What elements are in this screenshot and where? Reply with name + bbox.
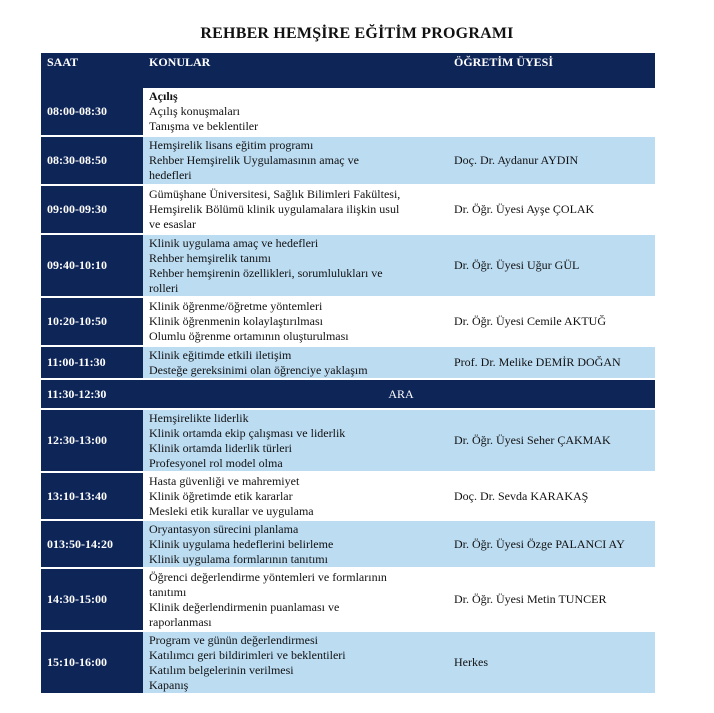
topic-line: ve esaslar (149, 217, 196, 231)
topic-line: hedefleri (149, 168, 192, 182)
time-cell: 08:00-08:30 (41, 88, 143, 136)
time-cell: 09:40-10:10 (41, 234, 143, 297)
topic-line: Klinik değerlendirmenin puanlaması ve (149, 599, 340, 614)
page-title: REHBER HEMŞİRE EĞİTİM PROGRAMI (200, 25, 514, 42)
table-row (41, 185, 655, 234)
time-cell: 13:10-13:40 (41, 472, 143, 520)
topic-line: Klinik uygulama hedeflerini belirleme (149, 536, 334, 551)
topic-line: Klinik öğrenmenin kolaylaştırılması (149, 314, 323, 328)
topics-cell (143, 520, 448, 568)
instructor-cell: Doç. Dr. Aydanur AYDIN (448, 136, 655, 185)
topic-line: Hasta güvenliği ve mahremiyet (149, 473, 300, 488)
topic-line: Rehber Hemşirelik Uygulamasının amaç ve (149, 153, 359, 167)
time-cell: 11:00-11:30 (41, 346, 143, 379)
instructor-cell (448, 88, 655, 136)
time-cell: 15:10-16:00 (41, 631, 143, 694)
instructor-cell: Dr. Öğr. Üyesi Cemile AKTUĞ (448, 297, 655, 346)
topic-line: Klinik öğrenme/öğretme yöntemleri (149, 299, 323, 313)
table-row (41, 297, 655, 346)
instructor-cell: Dr. Öğr. Üyesi Ayşe ÇOLAK (448, 185, 655, 234)
topic-line: Rehber hemşirenin özellikleri, sorumlulukları ve (149, 265, 383, 280)
topics-cell (143, 568, 448, 631)
instructor-cell: Dr. Öğr. Üyesi Uğur GÜL (448, 234, 655, 297)
time-cell: 08:30-08:50 (41, 136, 143, 185)
topics-cell (143, 234, 448, 297)
topics-cell (143, 297, 448, 346)
topic-line: Rehber hemşirelik tanımı (149, 250, 271, 265)
topic-line: Program ve günün değerlendirmesi (149, 632, 318, 647)
topic-line: Öğrenci değerlendirme yöntemleri ve formlarının (149, 569, 387, 584)
table-row (41, 472, 655, 520)
topic-line: Hemşirelik lisans eğitim programı (149, 138, 314, 152)
table-row (41, 568, 655, 631)
topic-heading: Açılış (149, 89, 178, 103)
topic-line: Klinik ortamda liderlik türleri (149, 440, 292, 455)
topic-line: Profesyonel rol model olma (149, 455, 283, 470)
table-row (41, 346, 655, 379)
topic-line: Kapanış (149, 677, 189, 692)
topics-cell (143, 409, 448, 472)
topic-line: Gümüşhane Üniversitesi, Sağlık Bilimleri Fakültesi, (149, 187, 401, 201)
table-row (41, 379, 655, 409)
table-body (41, 88, 655, 694)
topic-line: rolleri (149, 280, 179, 295)
instructor-cell: Dr. Öğr. Üyesi Metin TUNCER (448, 568, 655, 631)
topic-line: Katılımcı geri bildirimleri ve beklentileri (149, 647, 346, 662)
instructor-cell: Dr. Öğr. Üyesi Özge PALANCI AY (448, 520, 655, 568)
table-row (41, 88, 655, 136)
topics-cell (143, 185, 448, 234)
instructor-cell: Doç. Dr. Sevda KARAKAŞ (448, 472, 655, 520)
program-table (41, 53, 655, 695)
topic-line: raporlanması (149, 614, 212, 629)
header-row (41, 53, 655, 88)
table-row (41, 136, 655, 185)
topic-line: Mesleki etik kurallar ve uygulama (149, 503, 314, 518)
time-cell: 11:30-12:30 (41, 379, 143, 409)
topic-line: Tanışma ve beklentiler (149, 119, 259, 133)
time-cell: 013:50-14:20 (41, 520, 143, 568)
table-row (41, 234, 655, 297)
topic-line: Desteğe gereksinimi olan öğrenciye yaklaşım (149, 362, 368, 377)
table-row (41, 409, 655, 472)
topic-line: Hemşirelik Bölümü klinik uygulamalara ilişkin usul (149, 202, 400, 216)
header-instructor: ÖĞRETİM ÜYESİ (448, 53, 655, 88)
topic-line: Hemşirelikte liderlik (149, 410, 249, 425)
topic-line: Katılım belgelerinin verilmesi (149, 662, 294, 677)
topic-line: Klinik eğitimde etkili iletişim (149, 347, 292, 362)
topics-cell (143, 346, 448, 379)
table-row (41, 631, 655, 694)
topics-cell (143, 136, 448, 185)
topic-line: Klinik uygulama amaç ve hedefleri (149, 235, 319, 250)
topic-line: Açılış konuşmaları (149, 104, 240, 118)
topic-line: Oryantasyon sürecini planlama (149, 521, 299, 536)
topics-cell (143, 631, 448, 694)
time-cell: 12:30-13:00 (41, 409, 143, 472)
header-topics: KONULAR (143, 53, 448, 88)
topics-cell (143, 472, 448, 520)
header-time: SAAT (41, 53, 143, 88)
instructor-cell: Dr. Öğr. Üyesi Seher ÇAKMAK (448, 409, 655, 472)
topic-line: tanıtımı (149, 584, 187, 599)
time-cell: 10:20-10:50 (41, 297, 143, 346)
time-cell: 14:30-15:00 (41, 568, 143, 631)
topic-line: Klinik uygulama formlarının tanıtımı (149, 551, 328, 566)
topic-line: Olumlu öğrenme ortamının oluşturulması (149, 329, 349, 343)
topic-line: Klinik öğretimde etik kararlar (149, 488, 293, 503)
time-cell: 09:00-09:30 (41, 185, 143, 234)
topics-cell (143, 88, 448, 136)
break-cell: ARA (143, 379, 655, 409)
instructor-cell: Herkes (448, 631, 655, 694)
topic-line: Klinik ortamda ekip çalışması ve liderlik (149, 425, 346, 440)
instructor-cell: Prof. Dr. Melike DEMİR DOĞAN (448, 346, 655, 379)
table-row (41, 520, 655, 568)
